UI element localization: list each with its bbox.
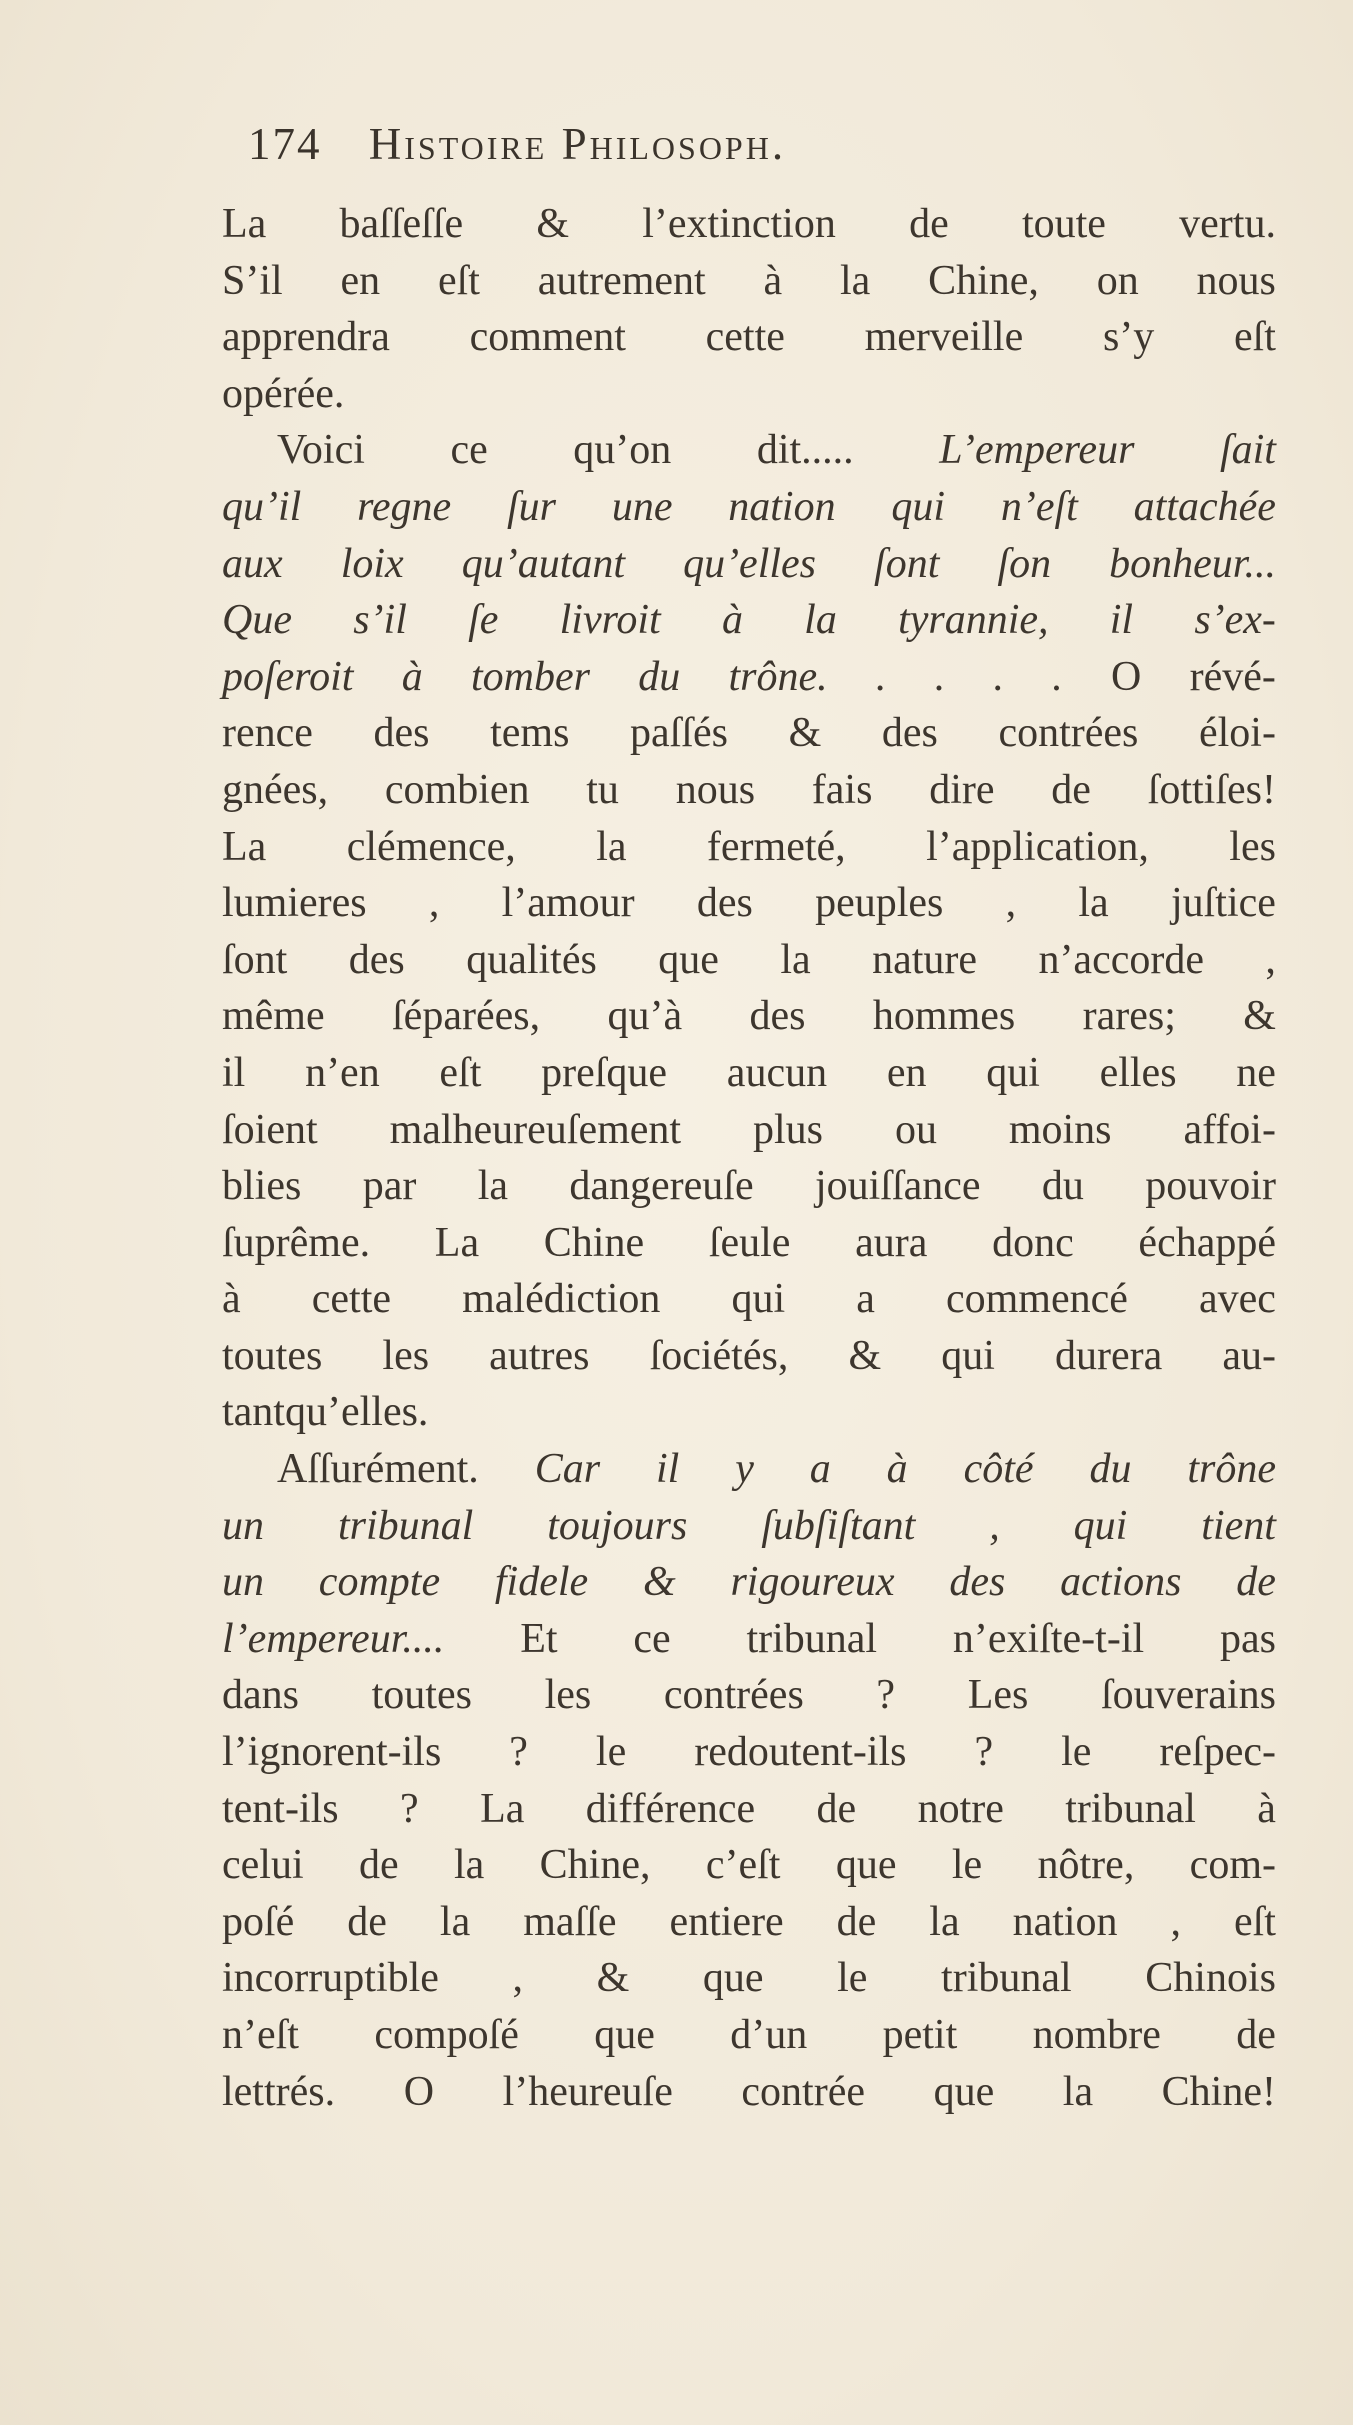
italic-word: aux — [222, 540, 283, 587]
page-number: 174 — [248, 119, 322, 169]
word: donc — [992, 1219, 1074, 1266]
word: & — [788, 710, 822, 757]
italic-word: rigoureux — [730, 1559, 895, 1606]
text-line — [222, 819, 1276, 876]
text-line — [222, 2064, 1276, 2121]
word: en — [886, 1049, 927, 1096]
word: n’accorde — [1038, 936, 1204, 983]
italic-word: un — [222, 1502, 264, 1549]
word: , — [1170, 1898, 1182, 1945]
word: que — [658, 936, 719, 983]
word: ? — [876, 1672, 896, 1719]
word: O — [403, 2068, 435, 2115]
italic-word: n’eſt — [1000, 483, 1078, 530]
word: n’en — [305, 1049, 380, 1096]
italic-word: fidele — [494, 1559, 589, 1606]
italic-word: L’empereur — [939, 427, 1135, 474]
word: autres — [489, 1332, 590, 1379]
text-line — [222, 1271, 1276, 1328]
text-line — [222, 1667, 1276, 1724]
word: O — [1110, 653, 1142, 700]
word: eſt — [437, 257, 480, 304]
word: ſoient — [222, 1106, 318, 1153]
word: l’application, — [926, 823, 1149, 870]
word: la — [1062, 2068, 1094, 2115]
word: & — [1243, 993, 1276, 1040]
word: ce — [450, 427, 488, 474]
word: preſque — [541, 1049, 668, 1096]
italic-word: à — [721, 597, 743, 644]
word: les — [544, 1672, 592, 1719]
word: il — [222, 1049, 246, 1096]
word: toute — [1021, 201, 1106, 247]
text-line — [222, 366, 1276, 423]
text-line — [222, 649, 1276, 706]
word: avec — [1199, 1276, 1276, 1323]
text-line — [222, 536, 1276, 593]
word: le — [951, 1842, 983, 1889]
word: lettrés. — [222, 2068, 336, 2115]
word: qui — [986, 1049, 1040, 1096]
word: fermeté, — [706, 823, 846, 870]
text-line — [222, 1158, 1276, 1215]
italic-word: l’empereur.... — [222, 1615, 445, 1662]
word: la — [439, 1898, 471, 1945]
word: aucun — [726, 1049, 828, 1096]
word: dans — [222, 1672, 299, 1719]
word: peuples — [815, 880, 944, 927]
word: la — [780, 936, 811, 983]
word: qu’elles. — [284, 1389, 429, 1436]
italic-word: . — [993, 653, 1004, 700]
word: dire — [929, 766, 995, 813]
italic-word: s’il — [353, 597, 407, 644]
italic-word: . — [934, 653, 946, 700]
italic-word: s’ex- — [1194, 597, 1276, 644]
word: contrées — [998, 710, 1139, 757]
word: que — [835, 1842, 897, 1889]
word: de — [358, 1842, 399, 1889]
word: que — [594, 2012, 655, 2058]
word: l’heureuſe — [502, 2068, 673, 2115]
text-line — [222, 988, 1276, 1045]
word: le — [837, 1955, 868, 2002]
word: dangereuſe — [569, 1163, 754, 1210]
word: combien — [384, 766, 530, 813]
italic-word: poſeroit — [222, 653, 354, 700]
italic-word: qu’elles — [683, 540, 817, 587]
italic-word: tyrannie, — [898, 597, 1049, 644]
word: toutes — [371, 1672, 472, 1719]
word: ou — [894, 1106, 937, 1153]
word: on — [1096, 257, 1139, 304]
word: de — [1051, 766, 1091, 813]
word: petit — [882, 2012, 958, 2058]
text-line — [222, 1102, 1276, 1159]
word: , — [1265, 936, 1276, 983]
word: la — [839, 257, 871, 304]
italic-word: des — [949, 1559, 1006, 1606]
word: dit..... — [756, 427, 854, 474]
text-line — [222, 479, 1276, 536]
text-line — [222, 875, 1276, 932]
italic-word: Que — [222, 597, 292, 644]
word: commencé — [946, 1276, 1128, 1323]
text-line — [222, 1045, 1276, 1102]
word: toutes — [222, 1332, 323, 1379]
word: l’ignorent-ils — [222, 1729, 442, 1776]
word: eſt — [439, 1049, 482, 1096]
word: apprendra — [222, 314, 390, 361]
text-line — [222, 932, 1276, 989]
body-text — [222, 196, 1276, 2120]
word: la — [454, 1842, 485, 1889]
italic-word: trône. — [728, 653, 828, 700]
word: qui — [731, 1276, 786, 1323]
word: que — [702, 1955, 764, 2002]
italic-word: une — [611, 483, 673, 530]
word: à — [763, 257, 783, 304]
text-line — [222, 196, 1276, 253]
text-line — [222, 1781, 1276, 1838]
italic-word: Car — [534, 1446, 601, 1493]
word: cette — [311, 1276, 392, 1323]
word: les — [1229, 823, 1276, 870]
word: tems — [490, 710, 570, 757]
word: celui — [222, 1842, 304, 1889]
page-header — [248, 118, 1128, 188]
italic-word: tomber — [470, 653, 590, 700]
italic-word: du — [1089, 1446, 1132, 1493]
italic-word: . — [875, 653, 887, 700]
word: qu’on — [573, 427, 672, 474]
text-line — [222, 592, 1276, 649]
word: a — [856, 1276, 875, 1323]
italic-word: bonheur... — [1109, 540, 1276, 587]
word: ſéparées, — [392, 993, 541, 1040]
text-line — [222, 1328, 1276, 1385]
word: opérée. — [222, 370, 345, 417]
italic-word: . — [1052, 653, 1063, 700]
word: de — [909, 201, 949, 247]
italic-word: qu’autant — [461, 540, 626, 587]
italic-word: ſe — [468, 597, 499, 644]
word: lumieres — [222, 880, 367, 927]
text-line — [222, 1724, 1276, 1781]
word: de — [1236, 2012, 1276, 2058]
word: n’eſt — [222, 2012, 299, 2058]
word: nous — [1196, 257, 1276, 304]
word: ſuprême. — [222, 1219, 371, 1266]
word: tent-ils — [222, 1785, 339, 1832]
word: , — [512, 1955, 524, 2002]
word: du — [1041, 1163, 1084, 1210]
word: affoi- — [1183, 1106, 1276, 1153]
italic-word: ſont — [874, 540, 940, 587]
word: tribunal — [1065, 1785, 1196, 1832]
word: que — [933, 2068, 995, 2115]
word: en — [340, 257, 381, 304]
italic-word: loix — [340, 540, 404, 587]
word: qui — [941, 1332, 995, 1379]
word: pouvoir — [1145, 1163, 1276, 1210]
word: tant — [222, 1389, 285, 1436]
word: ne — [1236, 1049, 1276, 1096]
italic-word: regne — [357, 483, 452, 530]
word: tribunal — [746, 1615, 878, 1662]
italic-word: qui — [891, 483, 946, 530]
italic-word: de — [1236, 1559, 1276, 1606]
italic-word: attachée — [1133, 483, 1276, 530]
italic-word: côté — [963, 1446, 1034, 1493]
word: Les — [967, 1672, 1029, 1719]
italic-word: , — [989, 1502, 1000, 1549]
italic-word: la — [804, 597, 837, 644]
word: qu’à — [607, 993, 683, 1040]
text-line — [222, 1441, 1276, 1498]
word: maſſe — [523, 1898, 617, 1945]
word: ſeule — [708, 1219, 791, 1266]
word: nombre — [1032, 2012, 1161, 2058]
word: baſſeſſe — [339, 201, 464, 247]
word: des — [373, 710, 430, 757]
italic-word: il — [655, 1446, 680, 1493]
word: autrement — [537, 257, 706, 304]
word: jouiſſance — [814, 1163, 981, 1210]
italic-word: y — [735, 1446, 754, 1493]
word: de — [816, 1785, 857, 1832]
italic-word: à — [886, 1446, 908, 1493]
word: cette — [705, 314, 785, 361]
word: compoſé — [374, 2012, 519, 2058]
word: de — [347, 1898, 387, 1945]
word: ſouverains — [1100, 1672, 1276, 1719]
word: moins — [1008, 1106, 1112, 1153]
word: merveille — [864, 314, 1024, 361]
word: hommes — [872, 993, 1016, 1040]
italic-word: il — [1109, 597, 1134, 644]
italic-word: a — [809, 1446, 831, 1493]
italic-word: tient — [1201, 1502, 1276, 1549]
word: ? — [509, 1729, 528, 1776]
word: rence — [222, 710, 313, 757]
word: Aſſurément. — [277, 1446, 479, 1493]
text-line — [222, 1894, 1276, 1951]
text-line — [222, 762, 1276, 819]
word: eſt — [1234, 314, 1276, 361]
italic-word: compte — [318, 1559, 441, 1606]
word: éloi- — [1198, 710, 1276, 757]
word: S’il — [222, 257, 283, 304]
italic-word: ſur — [507, 483, 557, 530]
word: blies — [222, 1163, 302, 1210]
italic-word: & — [642, 1559, 676, 1606]
running-title: Histoire Philosoph. — [368, 119, 787, 169]
word: à — [1257, 1785, 1276, 1832]
word: Chine — [543, 1219, 645, 1266]
text-line — [222, 1384, 1276, 1441]
word: des — [696, 880, 753, 927]
word: qualités — [466, 936, 597, 983]
word: des — [749, 993, 806, 1040]
word: malheureuſement — [389, 1106, 682, 1153]
word: le — [1061, 1729, 1092, 1776]
word: redoutent-ils — [694, 1729, 907, 1776]
word: Chinois — [1145, 1955, 1276, 2002]
italic-word: un — [222, 1559, 264, 1606]
text-line — [222, 309, 1276, 366]
word: de — [836, 1898, 877, 1945]
word: , — [428, 880, 440, 927]
word: tribunal — [941, 1955, 1072, 2002]
text-line — [222, 2007, 1276, 2064]
word: La — [222, 201, 267, 247]
italic-word: ſon — [997, 540, 1052, 587]
word: entiere — [669, 1898, 784, 1945]
word: n’exiſte-t-il — [952, 1615, 1145, 1662]
word: à — [222, 1276, 241, 1323]
word: juſtice — [1170, 880, 1276, 927]
word: même — [222, 993, 325, 1040]
word: l’amour — [501, 880, 635, 927]
word: eſt — [1234, 1898, 1276, 1945]
word: le — [595, 1729, 627, 1776]
text-line — [222, 1611, 1276, 1668]
word: l’extinction — [642, 201, 836, 247]
word: com- — [1189, 1842, 1276, 1889]
word: révé- — [1189, 653, 1276, 700]
word: nous — [675, 766, 756, 813]
italic-word: toujours — [547, 1502, 688, 1549]
word: elles — [1099, 1049, 1177, 1096]
word: les — [382, 1332, 430, 1379]
word: ſociétés, — [649, 1332, 789, 1379]
italic-word: du — [638, 653, 681, 700]
word: Chine! — [1161, 2068, 1276, 2115]
word: des — [348, 936, 405, 983]
italic-word: à — [401, 653, 423, 700]
word: clémence, — [346, 823, 516, 870]
text-line — [222, 1554, 1276, 1611]
word: tu — [586, 766, 619, 813]
word: , — [1005, 880, 1017, 927]
word: la — [477, 1163, 508, 1210]
word: ſont — [222, 936, 288, 983]
word: paſſés — [630, 710, 728, 757]
word: c’eſt — [705, 1842, 781, 1889]
word: durera — [1054, 1332, 1163, 1379]
italic-word: qui — [1073, 1502, 1128, 1549]
word: & — [596, 1955, 630, 2002]
text-line — [222, 1215, 1276, 1272]
word: plus — [753, 1106, 824, 1153]
word: la — [596, 823, 627, 870]
italic-word: livroit — [559, 597, 661, 644]
word: par — [362, 1163, 417, 1210]
text-line — [222, 705, 1276, 762]
text-line — [222, 253, 1276, 310]
word: & — [536, 201, 570, 247]
word: échappé — [1138, 1219, 1276, 1266]
word: vertu. — [1179, 201, 1276, 247]
italic-word: qu’il — [222, 483, 302, 530]
word: fais — [811, 766, 873, 813]
word: d’un — [730, 2012, 808, 2058]
italic-word: ſait — [1219, 427, 1276, 474]
italic-word: ſubſiſtant — [761, 1502, 916, 1549]
text-line — [222, 422, 1276, 479]
word: la — [1078, 880, 1109, 927]
word: ? — [974, 1729, 994, 1776]
word: contrées — [663, 1672, 804, 1719]
word: gnées, — [222, 766, 329, 813]
word: Voici — [277, 427, 365, 474]
word: au- — [1222, 1332, 1276, 1379]
word: La — [480, 1785, 525, 1832]
word: aura — [855, 1219, 928, 1266]
word: ſottiſes! — [1147, 766, 1276, 813]
word: nation — [1012, 1898, 1118, 1945]
word: pas — [1219, 1615, 1276, 1662]
word: notre — [917, 1785, 1004, 1832]
word: Et — [520, 1615, 558, 1662]
word: ? — [400, 1785, 419, 1832]
text-line — [222, 1950, 1276, 2007]
word: contrée — [741, 2068, 865, 2115]
word: malédiction — [462, 1276, 661, 1323]
word: Chine, — [539, 1842, 651, 1889]
word: La — [222, 823, 267, 870]
italic-word: nation — [728, 483, 836, 530]
word: s’y — [1102, 314, 1155, 361]
word: différence — [585, 1785, 756, 1832]
word: la — [929, 1898, 960, 1945]
italic-word: actions — [1060, 1559, 1182, 1606]
text-line — [222, 1498, 1276, 1555]
word: comment — [469, 314, 626, 361]
word: reſpec- — [1159, 1729, 1276, 1776]
italic-word: trône — [1187, 1446, 1276, 1493]
word: Chine, — [928, 257, 1039, 304]
word: poſé — [222, 1898, 295, 1945]
text-line — [222, 1837, 1276, 1894]
word: rares; — [1082, 993, 1176, 1040]
word: ce — [633, 1615, 671, 1662]
word: La — [434, 1219, 480, 1266]
word: des — [881, 710, 938, 757]
word: & — [848, 1332, 882, 1379]
italic-word: tribunal — [337, 1502, 474, 1549]
word: nôtre, — [1037, 1842, 1135, 1889]
word: incorruptible — [222, 1955, 439, 2002]
word: nature — [872, 936, 978, 983]
